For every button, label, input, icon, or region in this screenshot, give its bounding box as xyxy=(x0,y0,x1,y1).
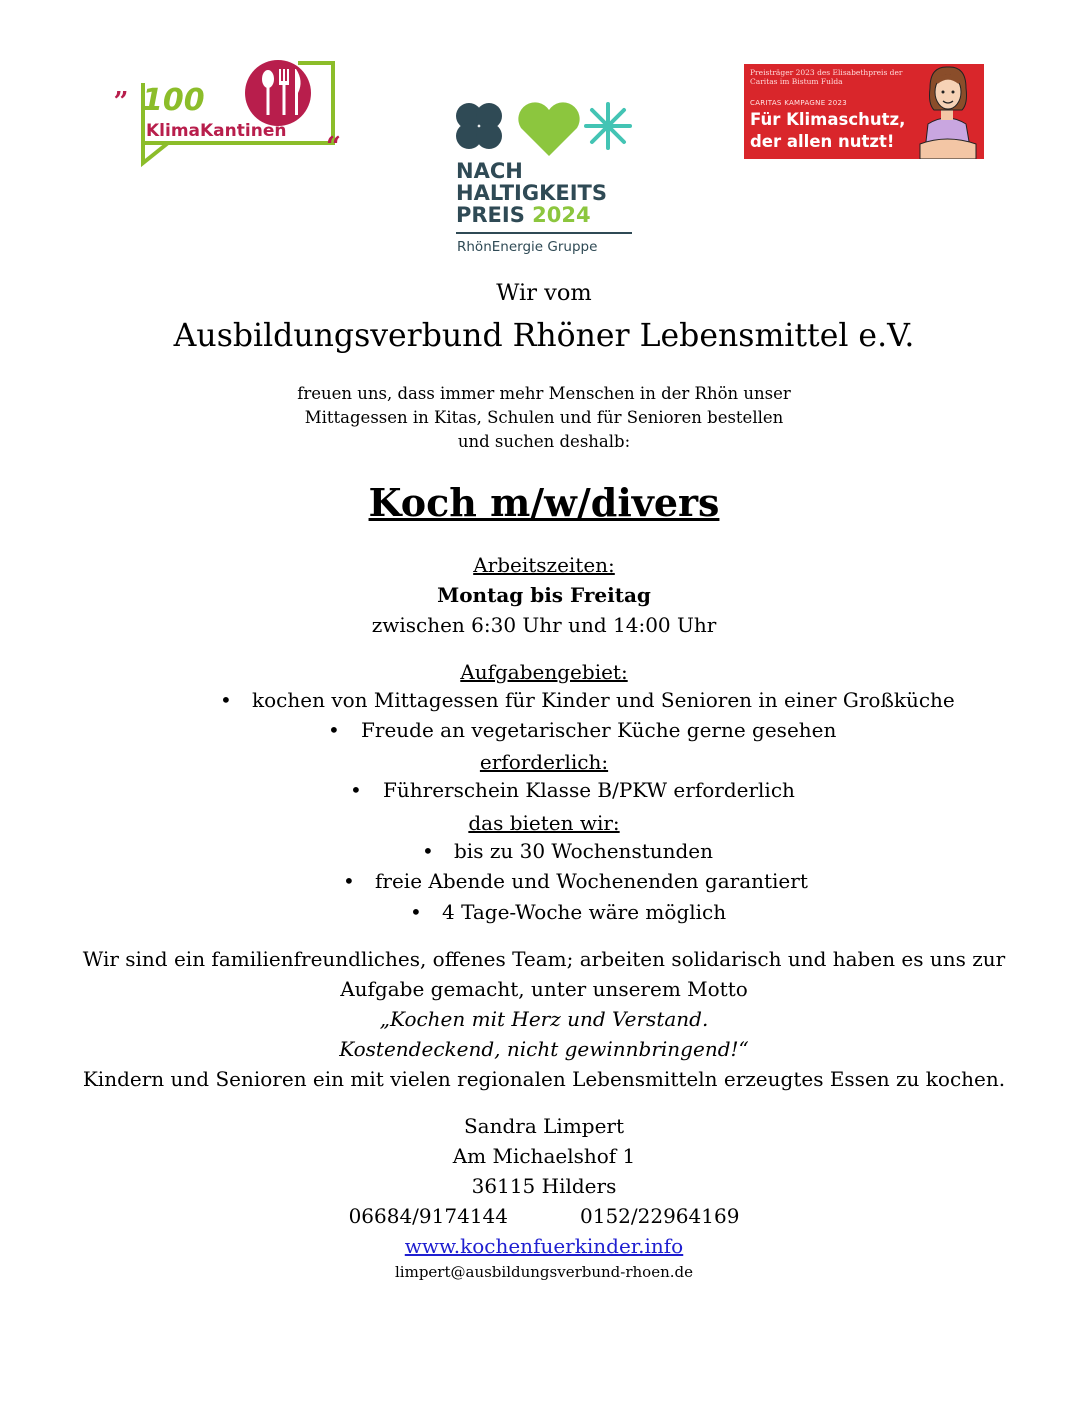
intro-line3: und suchen deshalb: xyxy=(457,432,631,451)
hours-heading: Arbeitszeiten: xyxy=(473,553,615,577)
organization-name: Ausbildungsverbund Rhöner Lebensmittel e.V. xyxy=(173,318,915,354)
contact-phone2: 0152/22964169 xyxy=(580,1204,740,1228)
caritas-top-line1: Preisträger 2023 des Elisabethpreis der xyxy=(750,68,903,77)
list-item: • bis zu 30 Wochenstunden xyxy=(422,839,714,863)
woman-illustration-icon xyxy=(910,64,984,159)
contact-email[interactable]: limpert@ausbildungsverbund-rhoen.de xyxy=(395,1263,693,1281)
list-item: • kochen von Mittagessen für Kinder und Senioren in einer Großküche xyxy=(220,688,955,712)
website-link[interactable]: www.kochenfuerkinder.info xyxy=(404,1234,684,1258)
hours-times: zwischen 6:30 Uhr und 14:00 Uhr xyxy=(371,613,717,637)
contact-phone1: 06684/9174144 xyxy=(348,1204,508,1228)
caritas-campaign-logo xyxy=(744,64,984,159)
svg-text:“: “ xyxy=(326,132,341,162)
team-line1: Wir sind ein familienfreundliches, offenes Team; arbeiten solidarisch und haben es uns zur xyxy=(82,947,1006,971)
nach-line3: PREIS xyxy=(456,203,525,227)
klimakantinen-logo xyxy=(108,55,353,175)
klimakantinen-name: KlimaKantinen xyxy=(146,121,287,141)
caritas-top-line2: Caritas im Bistum Fulda xyxy=(750,77,843,86)
contact-city: 36115 Hilders xyxy=(471,1174,617,1198)
caritas-slogan2: der allen nutzt! xyxy=(750,132,895,151)
team-paragraph xyxy=(0,944,1088,1094)
caritas-slogan1: Für Klimaschutz, xyxy=(750,110,906,129)
motto-line1: „Kochen mit Herz und Verstand. xyxy=(379,1007,709,1031)
nach-company: RhönEnergie Gruppe xyxy=(457,239,598,255)
nach-line1: NACH xyxy=(456,159,523,183)
contact-street: Am Michaelshof 1 xyxy=(452,1144,636,1168)
intro-text xyxy=(0,382,1088,454)
caritas-campaign: CARITAS KAMPAGNE 2023 xyxy=(750,99,847,107)
hours-section xyxy=(0,550,1088,640)
nach-line2: HALTIGKEITS xyxy=(456,181,607,205)
list-item: • Führerschein Klasse B/PKW erforderlich xyxy=(350,778,795,802)
nachhaltigkeitspreis-logo xyxy=(453,100,643,262)
job-title: Koch m/w/divers xyxy=(368,480,720,525)
team-line2: Aufgabe gemacht, unter unserem Motto xyxy=(340,977,748,1001)
nach-year: 2024 xyxy=(532,203,591,227)
intro-wir: Wir vom xyxy=(496,280,592,306)
hours-days: Montag bis Freitag xyxy=(437,583,651,607)
svg-text:„: „ xyxy=(114,72,129,102)
clover-heart-star-icon xyxy=(453,100,643,162)
contact-name: Sandra Limpert xyxy=(463,1114,625,1138)
team-line3: Kindern und Senioren ein mit vielen regionalen Lebensmitteln erzeugtes Essen zu kochen. xyxy=(82,1067,1006,1091)
tasks-heading: Aufgabengebiet: xyxy=(460,660,628,684)
intro-line2: Mittagessen in Kitas, Schulen und für Senioren bestellen xyxy=(304,408,784,427)
contact-phones xyxy=(0,1201,1088,1231)
intro-line1: freuen uns, dass immer mehr Menschen in der Rhön unser xyxy=(297,384,791,403)
list-item: • freie Abende und Wochenenden garantiert xyxy=(343,869,808,893)
list-item: • 4 Tage-Woche wäre möglich xyxy=(410,900,727,924)
list-item: • Freude an vegetarischer Küche gerne gesehen xyxy=(328,718,837,742)
required-heading: erforderlich: xyxy=(479,750,609,774)
offer-heading: das bieten wir: xyxy=(468,811,620,835)
motto-line2: Kostendeckend, nicht gewinnbringend!“ xyxy=(339,1037,749,1061)
klimakantinen-number: 100 xyxy=(142,83,205,118)
nach-divider xyxy=(456,232,632,234)
contact-block xyxy=(0,1111,1088,1283)
